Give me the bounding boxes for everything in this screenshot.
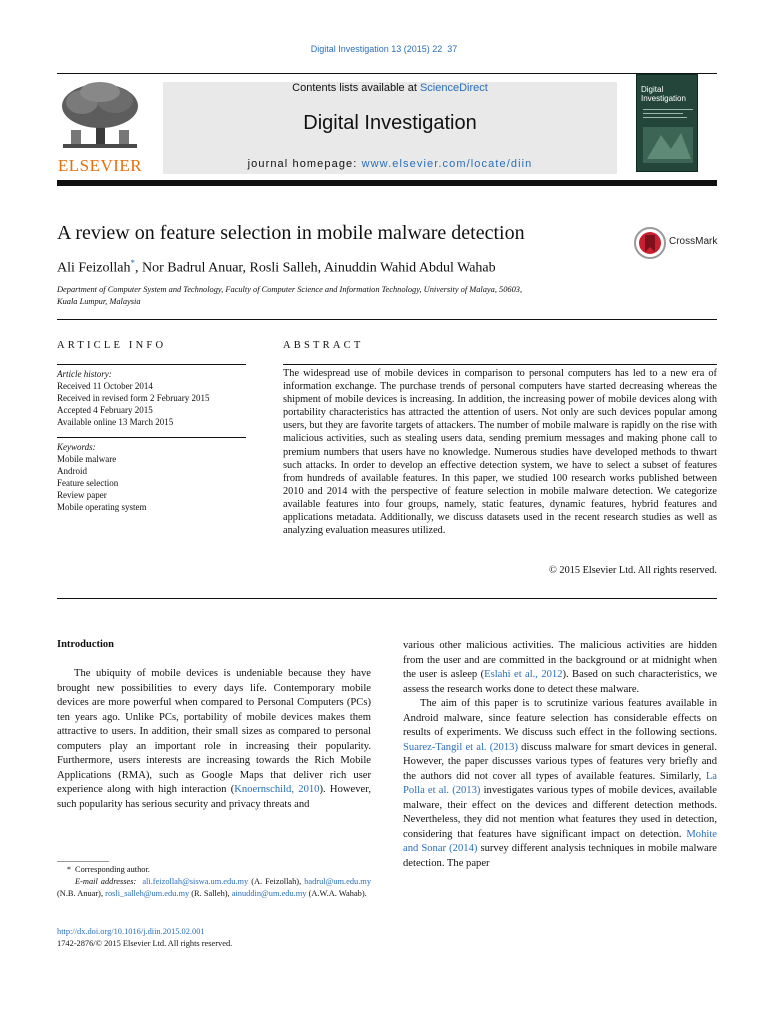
contents-availability — [163, 82, 617, 94]
footnote-rule — [57, 861, 109, 862]
abstract-copyright: © 2015 Elsevier Ltd. All rights reserved. — [549, 565, 717, 576]
email-link[interactable]: ali.feizollah@siswa.um.edu.my — [142, 877, 249, 886]
article-info-heading: ARTICLE INFO — [57, 340, 167, 351]
history-heading: Article history: — [57, 369, 112, 379]
citation-link[interactable]: Mohite and Sonar (2014) — [403, 828, 717, 854]
cover-title: Digital Investigation — [641, 85, 686, 103]
keyword-item: Review paper — [57, 490, 107, 500]
cover-artwork-icon — [637, 75, 699, 173]
history-item: Received 11 October 2014 — [57, 381, 153, 391]
article-title: A review on feature selection in mobile malware detection — [57, 222, 525, 244]
abstract-heading: ABSTRACT — [283, 340, 364, 351]
masthead-top-rule — [57, 73, 717, 74]
homepage-prefix: journal homepage: — [247, 158, 362, 170]
corresponding-author-mark[interactable]: * — [130, 258, 135, 268]
section-divider — [57, 598, 717, 599]
email-link[interactable]: rosli_salleh@um.edu.my — [105, 889, 190, 898]
keyword-item: Feature selection — [57, 478, 119, 488]
article-info-rule — [57, 364, 246, 365]
abstract-rule — [283, 364, 717, 365]
email-addresses: E-mail addresses: ali.feizollah@siswa.um.edu.my (A. Feizollah), badrul@um.edu.my (N.B. Anuar), rosli_salleh@um.edu.my (R. Salleh), ainuddin@um.edu.my (A.W.A. Wahab). — [57, 877, 372, 898]
crossmark-label: CrossMark — [669, 236, 718, 247]
history-item: Accepted 4 February 2015 — [57, 405, 153, 415]
elsevier-wordmark: ELSEVIER — [57, 156, 143, 175]
corresponding-author-note: * Corresponding author. — [66, 865, 150, 874]
journal-citation: Digital Investigation 13 (2015) 22 37 — [310, 44, 458, 54]
journal-title: Digital Investigation — [303, 112, 477, 134]
sciencedirect-link[interactable]: ScienceDirect — [419, 82, 488, 94]
masthead-bottom-rule — [57, 180, 717, 186]
body-paragraph: The aim of this paper is to scrutinize various features available in Android malware, since feature selection has considerable effects on results of experiments. We discuss such effect in the following sections. Suarez-Tangil et al. (2013) discuss malware for smart devices in general. However, the paper discusses various types of features very briefly and the authors did not cover all types of available features. Similarly, La Polla et al. (2013) investigates various types of mobile devices, available malware, their effect on the devices and different detection methods. Nevertheless, they did not mention what features they used in detection, considering that features have significant impact on detection. Mohite and Sonar (2014) survey different analysis techniques in mobile malware detection. The paper — [403, 698, 717, 869]
elsevier-logo — [57, 80, 143, 176]
journal-banner — [163, 82, 617, 174]
body-column-left — [57, 667, 371, 812]
footnote — [57, 864, 371, 900]
article-history — [57, 368, 246, 428]
affiliation: Department of Computer System and Technology, Faculty of Computer Science and Information Technology, University of Malaya, 50603, Kuala Lumpur, Malaysia — [57, 285, 523, 306]
doi-link[interactable]: http://dx.doi.org/10.1016/j.diin.2015.02.001 — [57, 927, 205, 936]
keyword-item: Android — [57, 466, 87, 476]
citation-link[interactable]: Knoernschild, 2010 — [234, 784, 320, 795]
author-name: Ali Feizollah — [57, 260, 131, 276]
citation-link[interactable]: Eslahi et al., 2012 — [484, 669, 563, 680]
author-list — [57, 258, 496, 277]
body-column-right — [403, 639, 717, 871]
abstract-text: The widespread use of mobile devices in comparison to personal computers has led to a new era of information exchange. The purchase trends of personal computers have started decreasing whereas the shipment of mobile devices is increasing. In addition, the increasing power of mobile devices along with portability characteristics has attracted the attention of users. Not only are such devices popular among users, but they are favorite targets of attackers. The number of mobile malware is rapidly on the rise with malicious activities, such as stealing users data, sending premium messages and making phone call to premium numbers that users have no knowledge. Numerous studies have developed methods to thwart such attacks. In order to develop an effective detection system, we have to select a subset of features from hundreds of available features. In this paper, we studied 100 research works published between 2010 and 2014 with the perspective of feature selection in mobile malware detection. We categorize available features into four groups, namely, static features, dynamic features, hybrid features and applications metadata. Additionally, we discuss datasets used in the recent research studies as well as analyzing evaluation measures utilized. — [283, 368, 717, 537]
section-divider — [57, 319, 717, 320]
email-link[interactable]: ainuddin@um.edu.my — [231, 889, 307, 898]
email-link[interactable]: badrul@um.edu.my — [304, 877, 372, 886]
homepage-link[interactable]: www.elsevier.com/locate/diin — [361, 158, 533, 170]
keywords-heading: Keywords: — [57, 442, 96, 452]
crossmark-icon — [634, 226, 666, 260]
author-names-rest: , Nor Badrul Anuar, Rosli Salleh, Ainuddin Wahid Abdul Wahab — [135, 260, 496, 276]
body-paragraph: various other malicious activities. The malicious activities are hidden from the user and are committed in the background or at midnight when the user is asleep (Eslahi et al., 2012). Based on such characteristics, we assess the research works done to detect these malware. — [403, 640, 718, 695]
keywords — [57, 441, 246, 513]
elsevier-tree-icon — [57, 80, 143, 154]
journal-cover-image — [636, 74, 698, 172]
citation-link[interactable]: Suarez-Tangil et al. (2013) — [403, 741, 518, 753]
keyword-item: Mobile operating system — [57, 502, 147, 512]
history-item: Available online 13 March 2015 — [57, 417, 174, 427]
keyword-item: Mobile malware — [57, 454, 117, 464]
citation-link[interactable]: La Polla et al. (2013) — [403, 770, 717, 796]
journal-homepage — [163, 158, 617, 170]
crossmark-badge[interactable] — [634, 226, 724, 260]
doi-block — [57, 926, 232, 949]
body-paragraph: The ubiquity of mobile devices is undeniable because they have brought new possibilities to every days life. Contemporary mobile devices are more powerful when compared to Personal Computers (PCs) ten years ago. Unlike PCs, portability of mobile devices makes them attractive to users. In addition, their small sizes as compared to personal computers play an important role in increasing their popularity. Furthermore, users interests are increasing towards the Rich Mobile Applications (RMA), such as Google Maps that deliver rich user experience along with high interaction (Knoernschild, 2010). However, such popularity has serious security and privacy threats and — [57, 668, 371, 810]
introduction-heading: Introduction — [57, 639, 114, 650]
issn-line: 1742-2876/© 2015 Elsevier Ltd. All rights reserved. — [57, 938, 233, 948]
contents-prefix: Contents lists available at — [292, 82, 420, 94]
history-item: Received in revised form 2 February 2015 — [57, 393, 210, 403]
keywords-rule — [57, 437, 246, 438]
